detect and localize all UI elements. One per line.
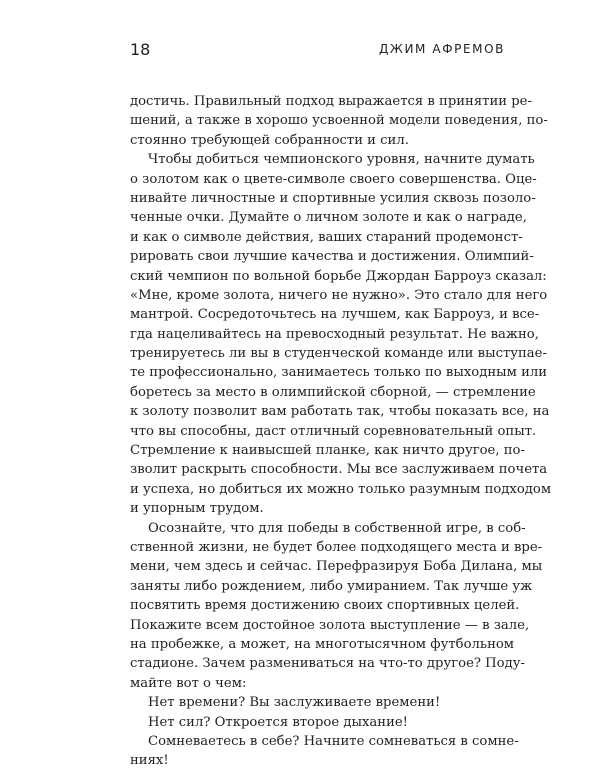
text-line: ственной жизни, не будет более подходящего места и вре- — [130, 539, 543, 555]
text-line: рировать свои лучшие качества и достижения. Олимпий- — [130, 249, 534, 265]
text-line: посвятить время достижению своих спортивных целей. — [130, 598, 520, 614]
text-line: «Мне, кроме золота, ничего не нужно». Это стало для него — [130, 287, 548, 303]
text-line: нивайте личностные и спортивные усилия сквозь позоло- — [130, 190, 536, 206]
text-line: к золоту позволит вам работать так, чтобы показать все, на — [130, 404, 550, 420]
text-line: Покажите всем достойное золота выступление — в зале, — [130, 617, 530, 633]
text-line: Стремление к наивысшей планке, как ничто другое, по- — [130, 443, 525, 459]
page-number: 18 — [130, 40, 151, 59]
text-line: мантрой. Сосредоточьтесь на лучшем, как Барроуз, и все- — [130, 307, 540, 323]
text-line: заняты либо рождением, либо умиранием. Так лучше уж — [130, 578, 533, 594]
text-line: зволит раскрыть способности. Мы все заслуживаем почета — [130, 462, 548, 478]
text-line: Нет сил? Откроется второе дыхание! — [148, 714, 408, 730]
text-line: тренируетесь ли вы в студенческой команде или выступае- — [130, 346, 547, 362]
text-line: стадионе. Зачем размениваться на что-то другое? Поду- — [130, 656, 525, 672]
text-line: мени, чем здесь и сейчас. Перефразируя Боба Дилана, мы — [130, 559, 543, 575]
text-line: Осознайте, что для победы в собственной игре, в соб- — [148, 520, 526, 536]
text-line: и как о символе действия, ваших стараний продемонст- — [130, 229, 523, 245]
text-line: и упорным трудом. — [130, 501, 264, 517]
text-line: достичь. Правильный подход выражается в принятии ре- — [130, 94, 532, 109]
text-line: стоянно требующей собранности и сил. — [130, 132, 409, 148]
text-line: что вы способны, даст отличный соревновательный опыт. — [130, 423, 537, 439]
text-line: те профессионально, занимаетесь только по выходным или — [130, 365, 548, 381]
text-line: боретесь за место в олимпийской сборной, — стремление — [130, 384, 536, 400]
text-line: о золотом как о цвете-символе своего совершенства. Оце- — [130, 171, 537, 187]
text-line: Нет времени? Вы заслуживаете времени! — [148, 695, 441, 711]
text-line: майте вот о чем: — [130, 675, 247, 691]
body-text — [130, 92, 552, 771]
text-line: на пробежке, а может, на многотысячном футбольном — [130, 636, 515, 652]
text-line: ниях! — [130, 753, 169, 769]
text-line: Сомневаетесь в себе? Начните сомневаться в сомне- — [148, 733, 519, 749]
text-line: ченные очки. Думайте о личном золоте и как о награде, — [130, 210, 527, 226]
text-line: ский чемпион по вольной борьбе Джордан Барроуз сказал: — [130, 268, 547, 284]
page-header — [130, 40, 505, 62]
text-line: Чтобы добиться чемпионского уровня, начните думать — [148, 152, 535, 168]
text-line: и успеха, но добиться их можно только разумным подходом — [130, 481, 552, 497]
running-head: ДЖИМ АФРЕМОВ — [378, 42, 505, 56]
text-line: шений, а также в хорошо усвоенной модели поведения, по- — [130, 113, 548, 129]
text-line: гда нацеливайтесь на превосходный результат. Не важно, — [130, 326, 539, 342]
